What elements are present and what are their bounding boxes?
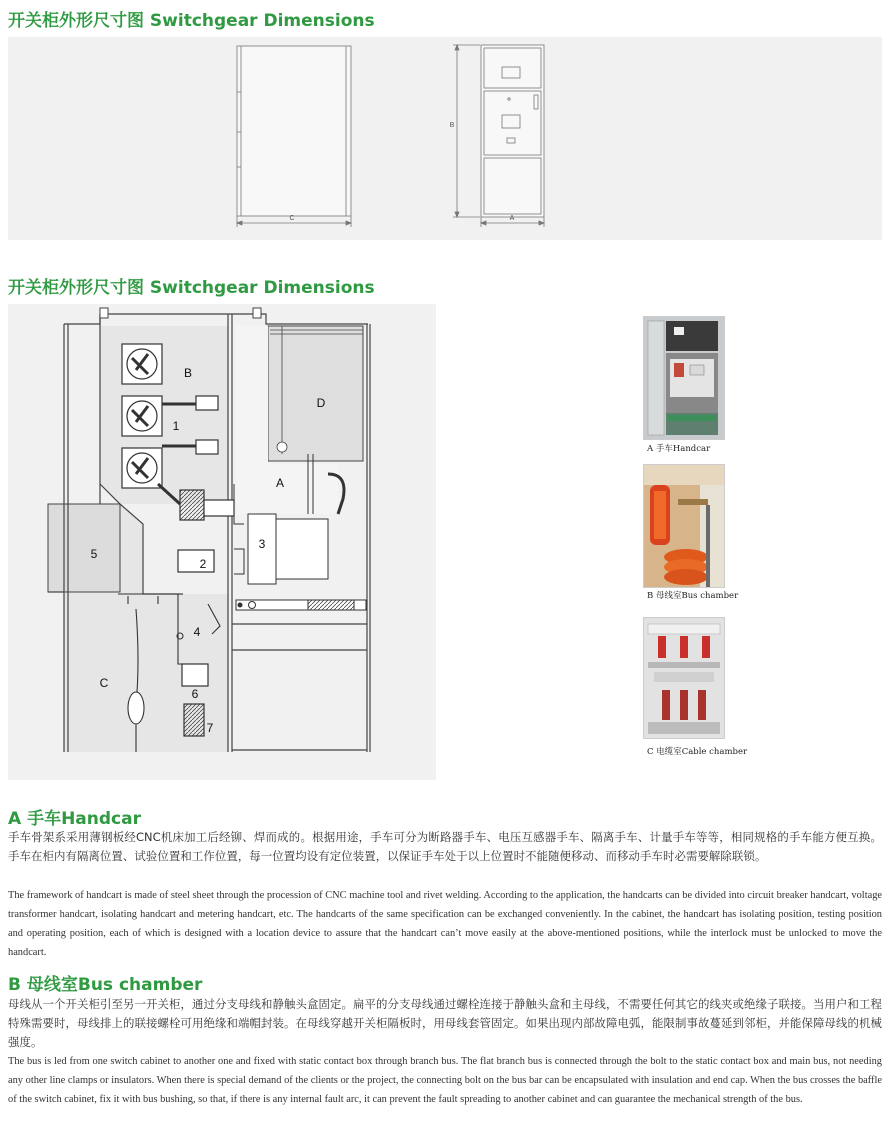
cross-section-drawing — [8, 304, 436, 780]
label-6: 6 — [191, 687, 199, 701]
cable-chamber-photo-caption: C 电缆室Cable chamber — [647, 747, 748, 757]
label-4: 4 — [193, 625, 201, 639]
bus-chamber-photo-caption: B 母线室Bus chamber — [647, 591, 739, 601]
dimensions-drawing — [8, 37, 882, 240]
label-5: 5 — [90, 547, 98, 561]
label-1: 1 — [172, 419, 180, 433]
handcar-zh-text: 手车骨架系采用薄钢板经CNC机床加工后经铆、焊而成的。根据用途，手车可分为断路器手车、电压互感器手车、隔离手车、计量手车等等，相同规格的手车能方便互换。手车在柜内有隔离位置、试验位置和工作位置，每一位置均设有定位装置，以保证手车处于以上位置时不能随便移动、而移动手车时必需要解除联锁。 — [8, 830, 882, 863]
dim-c-label: C — [289, 215, 295, 222]
label-2: 2 — [199, 557, 207, 571]
handcar-photo — [643, 316, 725, 440]
label-a: A — [275, 476, 285, 490]
handcar-photo-caption: A 手车Handcar — [647, 444, 711, 454]
handcar-heading: A 手车Handcar — [8, 809, 141, 829]
cable-chamber-photo — [643, 617, 725, 739]
label-3: 3 — [258, 537, 266, 551]
handcar-en-text: The framework of handcart is made of steel sheet through the procession of CNC machine tool and rivet welding. According to the application, the handcarts can be divided into circuit breaker handcart, voltage transformer handcart, isolating handcart and metering handcart, etc. The handcarts of the same specification can be exchanged conveniently. In the cabinet, the handcart has isolating position, testing position and operating position, each of which is designed with a location device to assure that the handcart can’t move easily at the above-mentioned positions, while the interlock must be unlocked to move the handcart. — [8, 890, 882, 958]
label-b: B — [183, 366, 193, 380]
bus-en-text: The bus is led from one switch cabinet to another one and fixed with static contact box through branch bus. The flat branch bus is connected through the bolt to the static contact box and main bus, not needing any other line clamps or insulators. When there is special demand of the clients or the project, the connecting bolt on the bus bar can be encapsulated with insulation and end cap. When the bus crosses the baffle of the switch cabinet, fix it with bus bushing, so that, if there is any internal fault arc, it can prevent the fault spreading to another cabinet and can guarantee the mechanical strength of the bus. — [8, 1056, 882, 1105]
bus-zh-text: 母线从一个开关柜引至另一开关柜，通过分支母线和静触头盒固定。扁平的分支母线通过螺栓连接于静触头盒和主母线，不需要任何其它的线夹或绝缘子联接。当用户和工程特殊需要时，母线排上的联接螺栓可用绝缘和端帽封装。在母线穿越开关柜隔板时，用母线套管固定。如果出现内部故障电弧，能限制事故蔓延到邻柜，并能保障母线的机械强度。 — [8, 997, 882, 1049]
cross-section-panel — [8, 304, 436, 780]
label-c: C — [99, 676, 109, 690]
section1-title: 开关柜外形尺寸图 Switchgear Dimensions — [8, 11, 375, 31]
label-d: D — [316, 396, 326, 410]
label-7: 7 — [206, 721, 214, 735]
bus-chamber-photo — [643, 464, 725, 588]
dimensions-panel — [8, 37, 882, 240]
dim-a-label: A — [509, 215, 515, 222]
section2-title: 开关柜外形尺寸图 Switchgear Dimensions — [8, 278, 375, 298]
bus-heading: B 母线室Bus chamber — [8, 975, 203, 995]
dim-b-label: B — [449, 122, 455, 129]
